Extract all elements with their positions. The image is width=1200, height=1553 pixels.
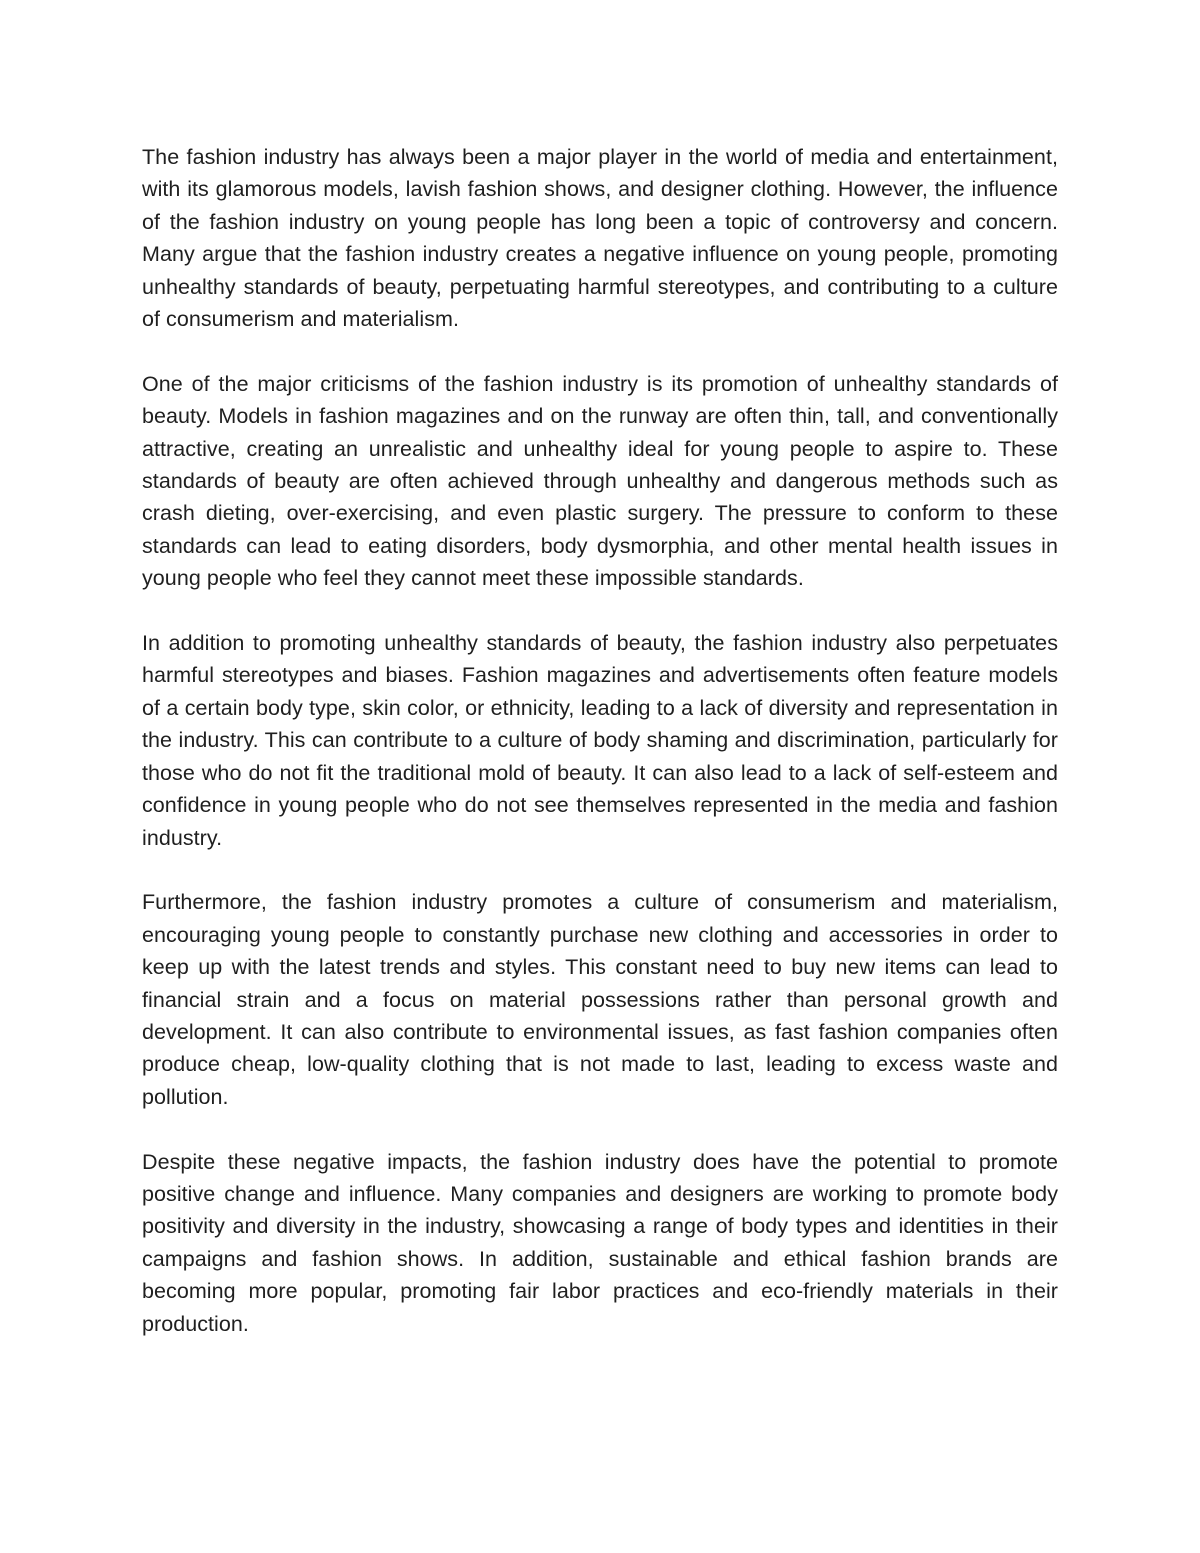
- document-body: [142, 141, 1058, 1340]
- paragraph-1: The fashion industry has always been a major player in the world of media and entertainment, with its glamorous models, lavish fashion shows, and designer clothing. However, the influence of the fashion industry on young people has long been a topic of controversy and concern. Many argue that the fashion industry creates a negative influence on young people, promoting unhealthy standards of beauty, perpetuating harmful stereotypes, and contributing to a culture of consumerism and materialism.: [142, 145, 1058, 332]
- paragraph-5: Despite these negative impacts, the fashion industry does have the potential to promote positive change and influence. Many companies and designers are working to promote body positivity and diversity in the industry, showcasing a range of body types and identities in their campaigns and fashion shows. In addition, sustainable and ethical fashion brands are becoming more popular, promoting fair labor practices and eco-friendly materials in their production.: [142, 1149, 1058, 1336]
- paragraph-4: Furthermore, the fashion industry promotes a culture of consumerism and materialism, encouraging young people to constantly purchase new clothing and accessories in order to keep up with the latest trends and styles. This constant need to buy new items can lead to financial strain and a focus on material possessions rather than personal growth and development. It can also contribute to environmental issues, as fast fashion companies often produce cheap, low-quality clothing that is not made to last, leading to excess waste and pollution.: [142, 890, 1058, 1109]
- paragraph-2: One of the major criticisms of the fashion industry is its promotion of unhealthy standards of beauty. Models in fashion magazines and on the runway are often thin, tall, and conventionally attractive, creating an unrealistic and unhealthy ideal for young people to aspire to. These standards of beauty are often achieved through unhealthy and dangerous methods such as crash dieting, over-exercising, and even plastic surgery. The pressure to conform to these standards can lead to eating disorders, body dysmorphia, and other mental health issues in young people who feel they cannot meet these impossible standards.: [142, 371, 1058, 591]
- paragraph-3: In addition to promoting unhealthy standards of beauty, the fashion industry also perpetuates harmful stereotypes and biases. Fashion magazines and advertisements often feature models of a certain body type, skin color, or ethnicity, leading to a lack of diversity and representation in the industry. This can contribute to a culture of body shaming and discrimination, particularly for those who do not fit the traditional mold of beauty. It can also lead to a lack of self-esteem and confidence in young people who do not see themselves represented in the media and fashion industry.: [142, 631, 1058, 850]
